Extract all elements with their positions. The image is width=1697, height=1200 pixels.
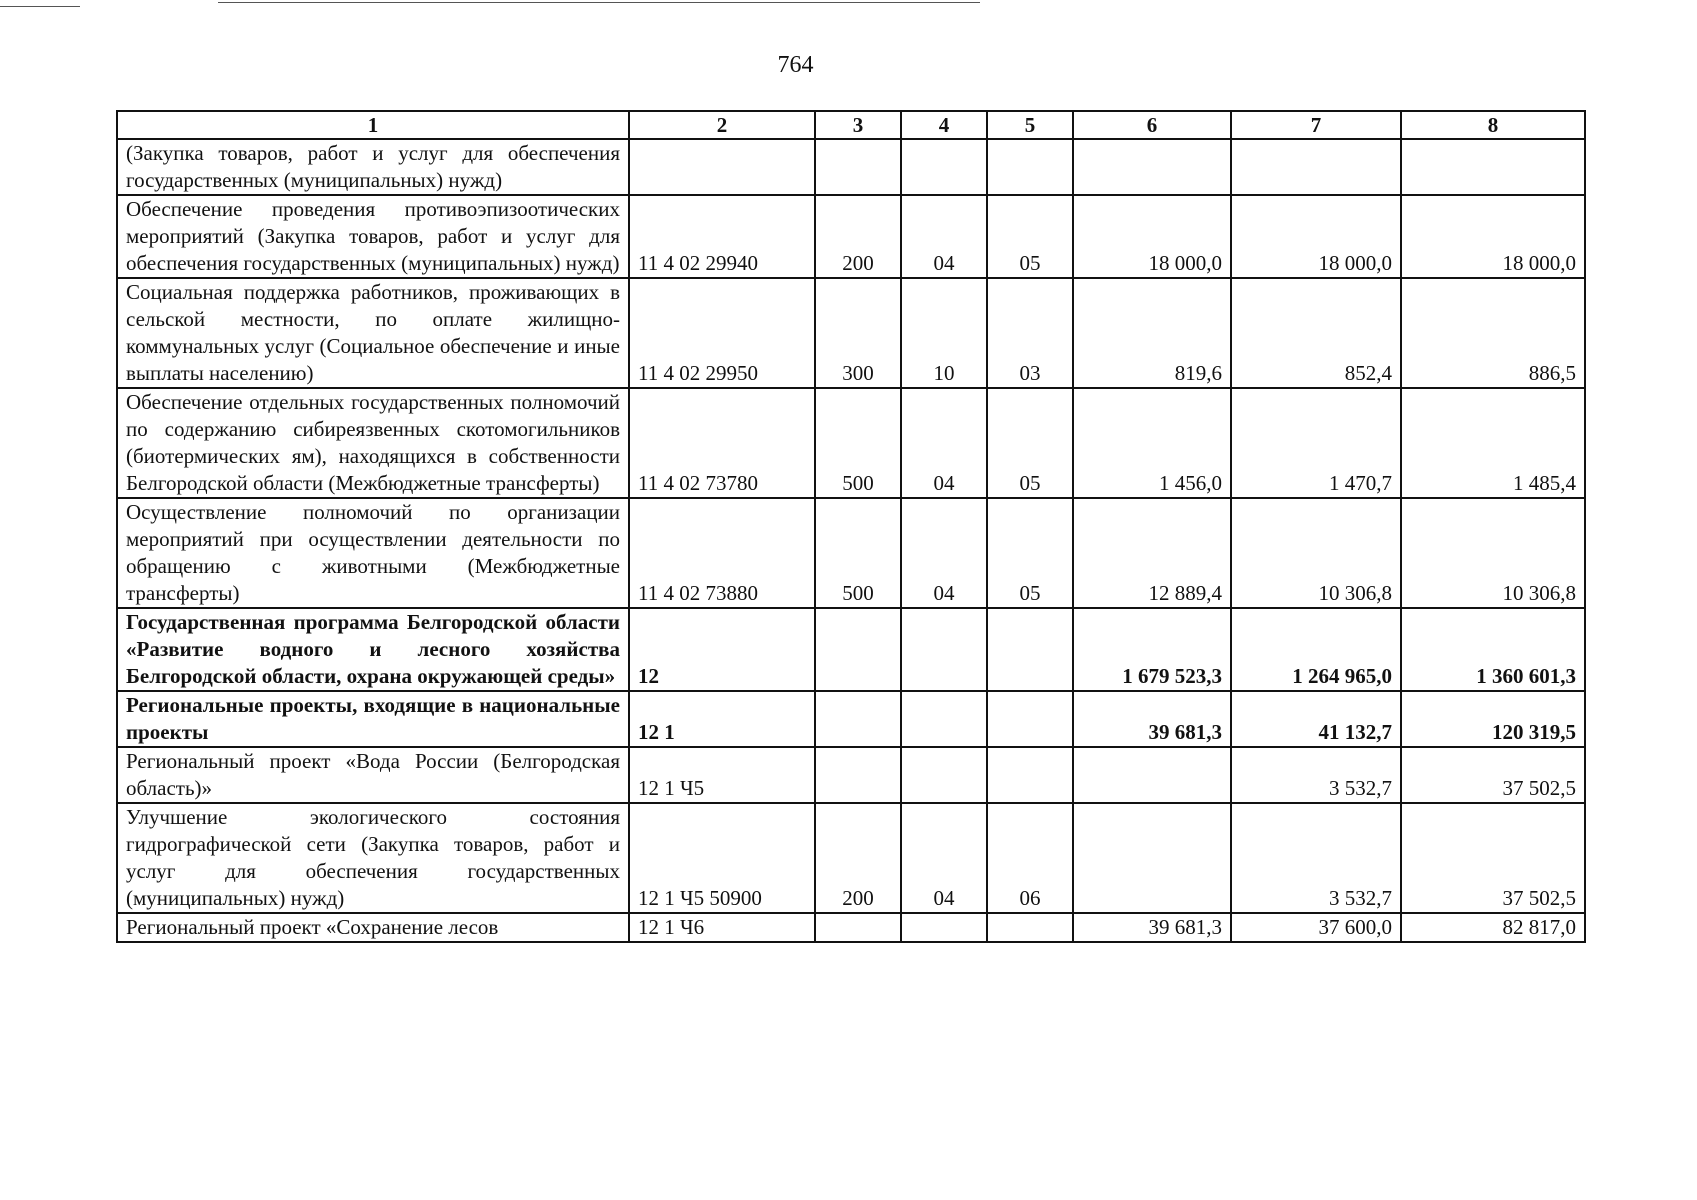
row-amount-col7: 37 600,0: [1231, 913, 1401, 942]
row-amount-col6: 39 681,3: [1073, 691, 1231, 747]
row-amount-col8: 37 502,5: [1401, 747, 1585, 803]
table-row: [117, 278, 1585, 388]
row-description: Социальная поддержка работников, проживающих в сельской местности, по оплате жилищно-коммунальных услуг (Социальное обеспечение и иные выплаты населению): [117, 278, 629, 388]
row-amount-col8: 37 502,5: [1401, 803, 1585, 913]
row-target-code: 12 1 Ч6: [629, 913, 815, 942]
row-subsection: [987, 691, 1073, 747]
column-header: 6: [1073, 111, 1231, 139]
row-expense-type: [815, 691, 901, 747]
row-subsection: 05: [987, 498, 1073, 608]
row-target-code: 11 4 02 29950: [629, 278, 815, 388]
table-row-subprogram: [117, 691, 1585, 747]
row-description: Улучшение экологического состояния гидрографической сети (Закупка товаров, работ и услуг для обеспечения государственных (муниципальных) нужд): [117, 803, 629, 913]
row-section: 04: [901, 195, 987, 278]
row-expense-type: [815, 608, 901, 691]
row-amount-col7: [1231, 139, 1401, 195]
row-amount-col7: 10 306,8: [1231, 498, 1401, 608]
column-header: 2: [629, 111, 815, 139]
row-amount-col6: 12 889,4: [1073, 498, 1231, 608]
table-header-row: [117, 111, 1585, 139]
row-amount-col7: 1 264 965,0: [1231, 608, 1401, 691]
column-header: 8: [1401, 111, 1585, 139]
row-target-code: 12 1 Ч5: [629, 747, 815, 803]
budget-table: [116, 110, 1586, 943]
row-amount-col6: 1 679 523,3: [1073, 608, 1231, 691]
row-target-code: 12: [629, 608, 815, 691]
column-header: 7: [1231, 111, 1401, 139]
table-row: [117, 913, 1585, 942]
row-section: 10: [901, 278, 987, 388]
row-amount-col7: 18 000,0: [1231, 195, 1401, 278]
row-description: Обеспечение отдельных государственных полномочий по содержанию сибиреязвенных скотомогильников (биотермических ям), находящихся в собственности Белгородской области (Межбюджетные трансферты): [117, 388, 629, 498]
row-target-code: 11 4 02 73880: [629, 498, 815, 608]
row-expense-type: 200: [815, 195, 901, 278]
row-expense-type: [815, 139, 901, 195]
row-amount-col6: [1073, 747, 1231, 803]
row-expense-type: 300: [815, 278, 901, 388]
row-section: [901, 691, 987, 747]
row-section: 04: [901, 498, 987, 608]
row-expense-type: 500: [815, 498, 901, 608]
row-target-code: 11 4 02 29940: [629, 195, 815, 278]
column-header: 3: [815, 111, 901, 139]
row-section: [901, 139, 987, 195]
row-target-code: 12 1 Ч5 50900: [629, 803, 815, 913]
row-subsection: [987, 913, 1073, 942]
row-amount-col8: [1401, 139, 1585, 195]
row-amount-col8: 1 360 601,3: [1401, 608, 1585, 691]
column-header: 1: [117, 111, 629, 139]
row-target-code: [629, 139, 815, 195]
row-expense-type: 200: [815, 803, 901, 913]
table-row: [117, 498, 1585, 608]
row-description: Осуществление полномочий по организации мероприятий при осуществлении деятельности по обращению с животными (Межбюджетные трансферты): [117, 498, 629, 608]
row-section: 04: [901, 803, 987, 913]
row-amount-col7: 41 132,7: [1231, 691, 1401, 747]
table-row: [117, 388, 1585, 498]
column-header: 5: [987, 111, 1073, 139]
column-header: 4: [901, 111, 987, 139]
row-section: [901, 747, 987, 803]
table-row-program: [117, 608, 1585, 691]
scan-artifact-line: [218, 2, 980, 3]
page-number: 764: [777, 52, 814, 78]
row-section: [901, 913, 987, 942]
table-row: [117, 139, 1585, 195]
row-section: 04: [901, 388, 987, 498]
row-amount-col8: 10 306,8: [1401, 498, 1585, 608]
row-amount-col6: 39 681,3: [1073, 913, 1231, 942]
row-description: Региональный проект «Вода России (Белгородская область)»: [117, 747, 629, 803]
row-amount-col8: 1 485,4: [1401, 388, 1585, 498]
row-section: [901, 608, 987, 691]
row-amount-col8: 82 817,0: [1401, 913, 1585, 942]
row-amount-col6: [1073, 139, 1231, 195]
row-amount-col6: 819,6: [1073, 278, 1231, 388]
row-description: Обеспечение проведения противоэпизоотических мероприятий (Закупка товаров, работ и услуг для обеспечения государственных (муниципальных) нужд): [117, 195, 629, 278]
row-amount-col8: 120 319,5: [1401, 691, 1585, 747]
row-amount-col6: 18 000,0: [1073, 195, 1231, 278]
row-description: Региональный проект «Сохранение лесов: [117, 913, 629, 942]
scan-artifact-line: [0, 6, 80, 7]
row-target-code: 12 1: [629, 691, 815, 747]
row-subsection: 06: [987, 803, 1073, 913]
table-row: [117, 747, 1585, 803]
row-subsection: [987, 608, 1073, 691]
row-expense-type: [815, 913, 901, 942]
table-row: [117, 195, 1585, 278]
row-amount-col7: 3 532,7: [1231, 803, 1401, 913]
row-amount-col8: 18 000,0: [1401, 195, 1585, 278]
row-expense-type: [815, 747, 901, 803]
row-amount-col8: 886,5: [1401, 278, 1585, 388]
row-amount-col7: 852,4: [1231, 278, 1401, 388]
row-subsection: 05: [987, 195, 1073, 278]
row-subsection: [987, 139, 1073, 195]
row-amount-col7: 3 532,7: [1231, 747, 1401, 803]
table-row: [117, 803, 1585, 913]
row-expense-type: 500: [815, 388, 901, 498]
row-target-code: 11 4 02 73780: [629, 388, 815, 498]
row-description: (Закупка товаров, работ и услуг для обеспечения государственных (муниципальных) нужд): [117, 139, 629, 195]
row-subsection: 05: [987, 388, 1073, 498]
row-description: Государственная программа Белгородской области «Развитие водного и лесного хозяйства Белгородской области, охрана окружающей среды»: [117, 608, 629, 691]
row-description: Региональные проекты, входящие в национальные проекты: [117, 691, 629, 747]
row-amount-col6: 1 456,0: [1073, 388, 1231, 498]
row-subsection: [987, 747, 1073, 803]
row-amount-col7: 1 470,7: [1231, 388, 1401, 498]
row-subsection: 03: [987, 278, 1073, 388]
row-amount-col6: [1073, 803, 1231, 913]
